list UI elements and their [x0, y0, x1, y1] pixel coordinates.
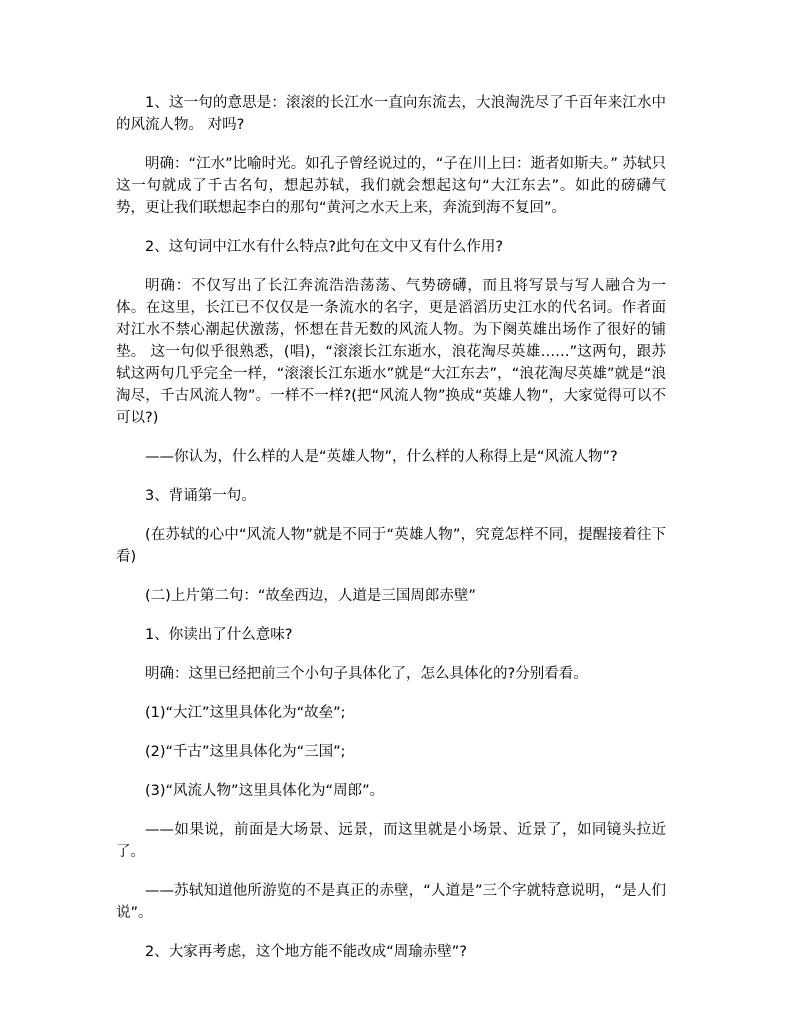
paragraph-4: 明确：不仅写出了长江奔流浩浩荡荡、气势磅礴，而且将写景与写人融合为一体。在这里，长江已不仅仅是一条流水的名字，更是滔滔历史江水的代名词。作者面对江水不禁心潮起伏激荡，怀想在昔无数的风流人物。为下阕英雄出场作了很好的铺垫。 这一句似乎很熟悉，(唱)，“滚滚长江东逝水，浪花淘尽英雄……”这两句，跟苏轼这两句几乎完全一样，“滚滚长江东逝水”就是“大江东去”，“浪花淘尽英雄”就是“浪淘尽，千古风流人物”。一样不一样?(把“风流人物”换成“英雄人物”，大家觉得可以不可以?) — [116, 278, 666, 426]
paragraph-13: (3)“风流人物”这里具体化为“周郎”。 — [145, 783, 385, 799]
paragraph-7: (在苏轼的心中“风流人物”就是不同于“英雄人物”，究竟怎样不同，提醒接着往下看) — [116, 527, 666, 565]
paragraph-10: 明确：这里已经把前三个小句子具体化了，怎么具体化的?分别看看。 — [145, 666, 588, 682]
paragraph-5: ——你认为，什么样的人是“英雄人物”，什么样的人称得上是“风流人物”? — [145, 449, 618, 465]
paragraph-3: 2、这句词中江水有什么特点?此句在文中又有什么作用? — [145, 239, 504, 255]
document-page — [116, 92, 666, 980]
paragraph-16: 2、大家再考虑，这个地方能不能改成“周瑜赤壁”? — [145, 944, 467, 960]
paragraph-14: ——如果说，前面是大场景、远景，而这里就是小场景、近景了，如同镜头拉近了。 — [116, 822, 666, 860]
paragraph-11: (1)“大江”这里具体化为“故垒”; — [145, 705, 346, 721]
paragraph-15: ——苏轼知道他所游览的不是真正的赤壁，“人道是”三个字就特意说明，“是人们说”。 — [116, 883, 666, 921]
paragraph-8: (二)上片第二句：“故垒西边，人道是三国周郎赤壁” — [145, 588, 476, 604]
paragraph-9: 1、你读出了什么意味? — [145, 627, 293, 643]
paragraph-2: 明确：“江水”比喻时光。如孔子曾经说过的，“子在川上曰：逝者如斯夫。” 苏轼只这一句就成了千古名句，想起苏轼，我们就会想起这句“大江东去”。如此的磅礴气势，更让我们联想起李白的那句“黄河之水天上来，奔流到海不复回”。 — [116, 156, 666, 216]
paragraph-1: 1、这一句的意思是：滚滚的长江水一直向东流去，大浪淘洗尽了千百年来江水中的风流人物。 对吗? — [116, 95, 666, 133]
paragraph-12: (2)“千古”这里具体化为“三国”; — [145, 744, 346, 760]
paragraph-6: 3、背诵第一句。 — [145, 488, 256, 504]
